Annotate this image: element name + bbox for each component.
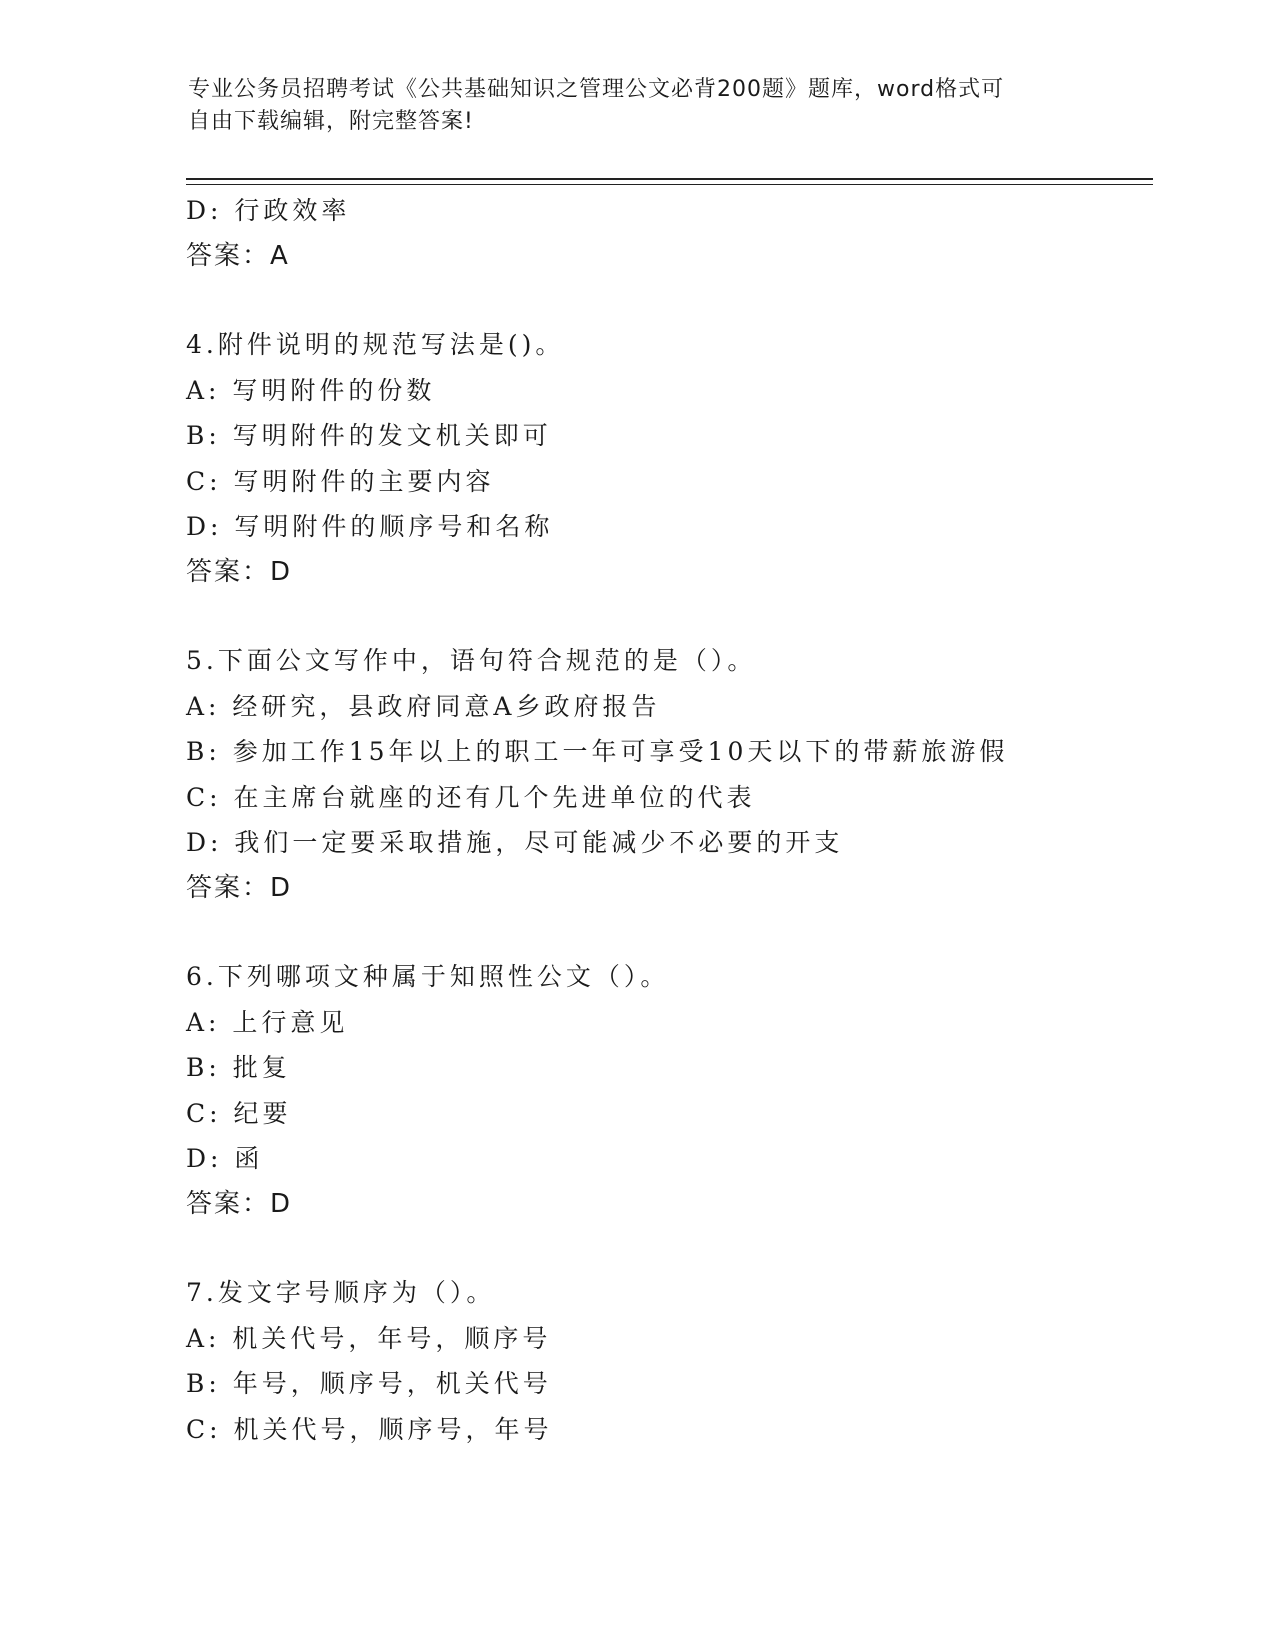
- option-b: B: 年号，顺序号，机关代号: [186, 1369, 552, 1398]
- question-stem: 5.下面公文写作中，语句符合规范的是（）。: [186, 646, 757, 675]
- header-divider: [186, 178, 1153, 185]
- spacer: [186, 279, 1146, 322]
- option-c: C: 在主席台就座的还有几个先进单位的代表: [186, 782, 756, 812]
- document-body: [186, 188, 1146, 1452]
- question-block-6: [186, 954, 1146, 1227]
- option-a: A: 写明附件的份数: [186, 375, 436, 405]
- question-block-partial: [186, 188, 1146, 279]
- question-block-5: [186, 638, 1146, 911]
- option-a: A: 机关代号，年号，顺序号: [186, 1323, 552, 1353]
- option-d: D: 写明附件的顺序号和名称: [186, 512, 554, 541]
- option-d: D: 行政效率: [186, 196, 351, 225]
- option-b: B: 批复: [186, 1053, 291, 1082]
- option-c: C: 写明附件的主要内容: [186, 466, 495, 496]
- question-stem: 7.发文字号顺序为（）。: [186, 1278, 496, 1307]
- page-header: [188, 74, 1088, 138]
- option-d: D: 我们一定要采取措施，尽可能减少不必要的开支: [186, 828, 844, 857]
- header-line-1: 专业公务员招聘考试《公共基础知识之管理公文必背200题》题库，word格式可: [188, 77, 1005, 102]
- option-a: A: 上行意见: [186, 1007, 349, 1037]
- option-c: C: 机关代号，顺序号，年号: [186, 1414, 553, 1444]
- question-stem: 4.附件说明的规范写法是()。: [186, 330, 565, 359]
- answer-line: 答案：D: [186, 556, 293, 587]
- question-block-7: [186, 1270, 1146, 1452]
- option-b: B: 写明附件的发文机关即可: [186, 421, 552, 450]
- spacer: [186, 1227, 1146, 1270]
- question-stem: 6.下列哪项文种属于知照性公文（）。: [186, 962, 670, 991]
- header-line-2: 自由下载编辑，附完整答案!: [188, 109, 474, 134]
- option-b: B: 参加工作15年以上的职工一年可享受10天以下的带薪旅游假: [186, 737, 1009, 766]
- option-a: A: 经研究，县政府同意A乡政府报告: [186, 691, 661, 721]
- option-d: D: 函: [186, 1144, 264, 1173]
- spacer: [186, 595, 1146, 638]
- answer-line: 答案：A: [186, 240, 290, 271]
- spacer: [186, 911, 1146, 954]
- answer-line: 答案：D: [186, 872, 293, 903]
- answer-line: 答案：D: [186, 1188, 293, 1219]
- question-block-4: [186, 322, 1146, 595]
- option-c: C: 纪要: [186, 1098, 292, 1128]
